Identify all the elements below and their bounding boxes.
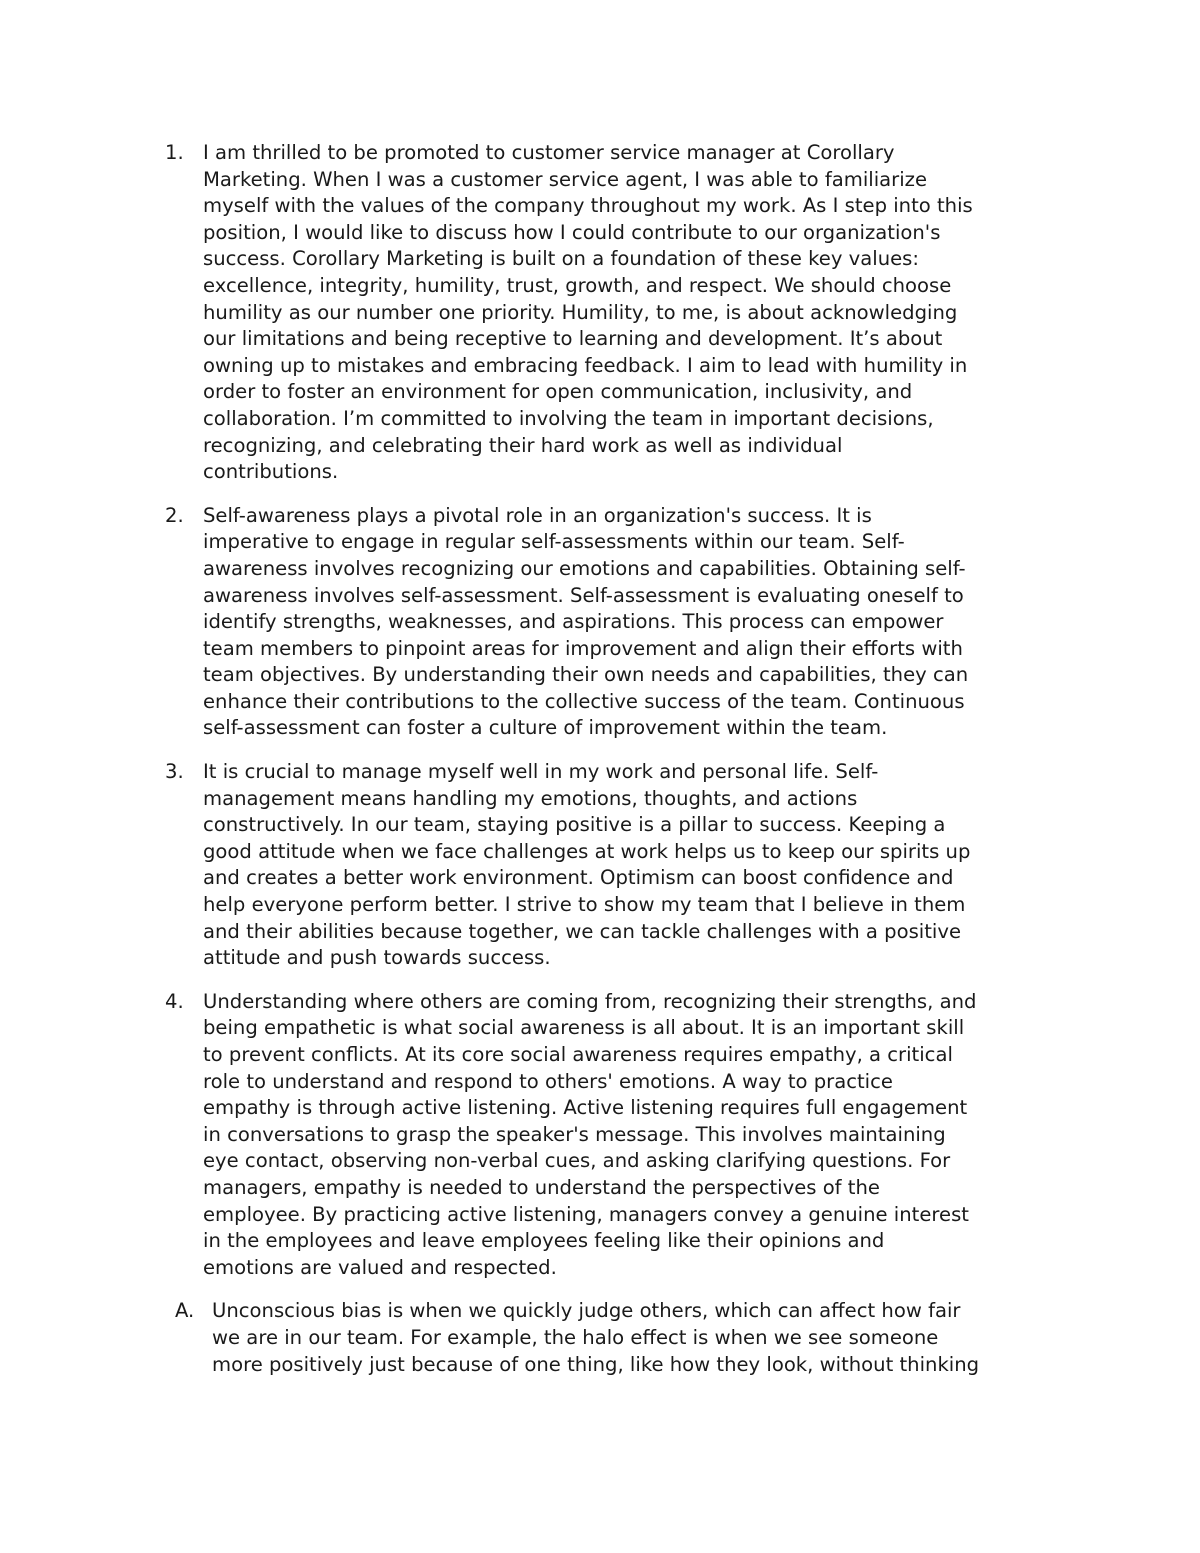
list-marker: 2. [165,503,184,527]
paragraph-text: I am thrilled to be promoted to customer service manager at Corollary Marketing. When I was a customer service agent, I was able to familiarize myself with the values of the company throughout my work. As I step into this position, I would like to discuss how I could contribute to our organization's success. Corollary Marketing is built on a foundation of these key values: excellence, integrity, humility, trust, growth, and respect. We should choose humility as our number one priority. Humility, to me, is about acknowledging our limitations and being receptive to learning and development. It’s about owning up to mistakes and embracing feedback. I aim to lead with humility in order to foster an environment for open communication, inclusivity, and collaboration. I’m committed to involving the team in important decisions, recognizing, and celebrating their hard work as well as individual contributions. [203,141,973,484]
list-item [165,503,1065,742]
list-marker: 3. [165,760,184,784]
paragraph-text: Understanding where others are coming from, recognizing their strengths, and being empathetic is what social awareness is all about. It is an important skill to prevent conflicts. At its core social awareness requires empathy, a critical role to understand and respond to others' emotions. A way to practice empathy is through active listening. Active listening requires full engagement in conversations to grasp the speaker's message. This involves maintaining eye contact, observing non-verbal cues, and asking clarifying questions. For managers, empathy is needed to understand the perspectives of the employee. By practicing active listening, managers convey a genuine interest in the employees and leave employees feeling like their opinions and emotions are valued and respected. [203,989,977,1279]
paragraph-text: Self-awareness plays a pivotal role in an organization's success. It is imperative to engage in regular self-assessments within our team. Self- awareness involves recognizing our emotions and capabilities. Obtaining self- awareness involves self-assessment. Self-assessment is evaluating oneself to identify strengths, weaknesses, and aspirations. This process can empower team members to pinpoint areas for improvement and align their efforts with team objectives. By understanding their own needs and capabilities, they can enhance their contributions to the collective success of the team. Continuous self-assessment can foster a culture of improvement within the team. [203,503,969,740]
paragraph-text: Unconscious bias is when we quickly judge others, which can affect how fair we are in our team. For example, the halo effect is when we see someone more positively just because of one thing, like how they look, without thinking [212,1299,980,1376]
list-marker: 4. [165,989,184,1013]
list-item [165,1298,1065,1378]
paragraph-text: It is crucial to manage myself well in my work and personal life. Self- management means handling my emotions, thoughts, and actions constructively. In our team, staying positive is a pillar to success. Keeping a good attitude when we face challenges at work helps us to keep our spirits up and creates a better work environment. Optimism can boost confidence and help everyone perform better. I strive to show my team that I believe in them and their abilities because together, we can tackle challenges with a positive attitude and push towards success. [203,760,971,970]
list-marker: A. [175,1299,195,1323]
list-item [165,989,1065,1282]
list-marker: 1. [165,141,184,164]
list-item [165,140,1065,486]
numbered-list [165,140,1065,1395]
list-item [165,759,1065,972]
